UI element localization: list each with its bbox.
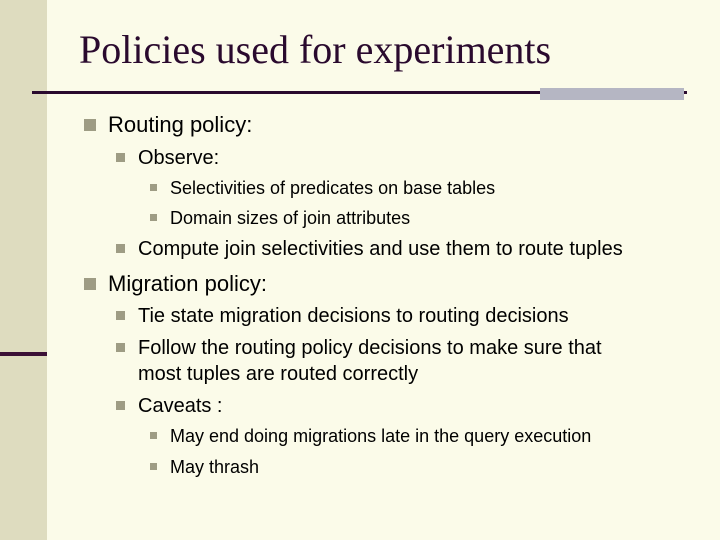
bullet-text-line: most tuples are routed correctly [138,363,419,385]
left-decor-accent [0,352,47,356]
square-bullet-icon [84,278,96,290]
square-bullet-icon [150,214,157,221]
bullet-text: May thrash [170,457,260,477]
bullet-text: Routing policy: [108,112,253,137]
title-underline-accent [540,88,684,100]
bullet-text-line: Follow the routing policy decisions to make sure that [138,337,602,359]
square-bullet-icon [116,311,125,320]
square-bullet-icon [150,432,157,439]
square-bullet-icon [116,153,125,162]
bullet-caveat-item [150,423,591,449]
square-bullet-icon [84,119,96,131]
bullet-migration-policy [84,271,267,297]
square-bullet-icon [116,401,125,410]
bullet-caveat-item [150,454,259,480]
bullet-text: May end doing migrations late in the query execution [170,426,592,446]
bullet-text: Compute join selectivities and use them to route tuples [138,238,623,260]
bullet-text: Selectivities of predicates on base tables [170,178,496,198]
bullet-tie-state [116,303,569,329]
bullet-text: Migration policy: [108,271,267,296]
bullet-observe-item [150,175,495,201]
bullet-caveats [116,393,222,419]
bullet-text: Observe: [138,147,220,169]
square-bullet-icon [116,343,125,352]
bullet-text: Tie state migration decisions to routing decisions [138,305,569,327]
bullet-routing-policy [84,112,252,138]
bullet-follow-routing [116,335,602,387]
bullet-observe [116,145,219,171]
bullet-text [138,335,602,387]
bullet-compute [116,236,623,262]
square-bullet-icon [150,463,157,470]
slide-title: Policies used for experiments [79,27,552,72]
bullet-observe-item [150,205,410,231]
square-bullet-icon [116,244,125,253]
square-bullet-icon [150,184,157,191]
bullet-text: Caveats : [138,395,223,417]
left-decor-bar [0,0,47,540]
bullet-text: Domain sizes of join attributes [170,208,411,228]
